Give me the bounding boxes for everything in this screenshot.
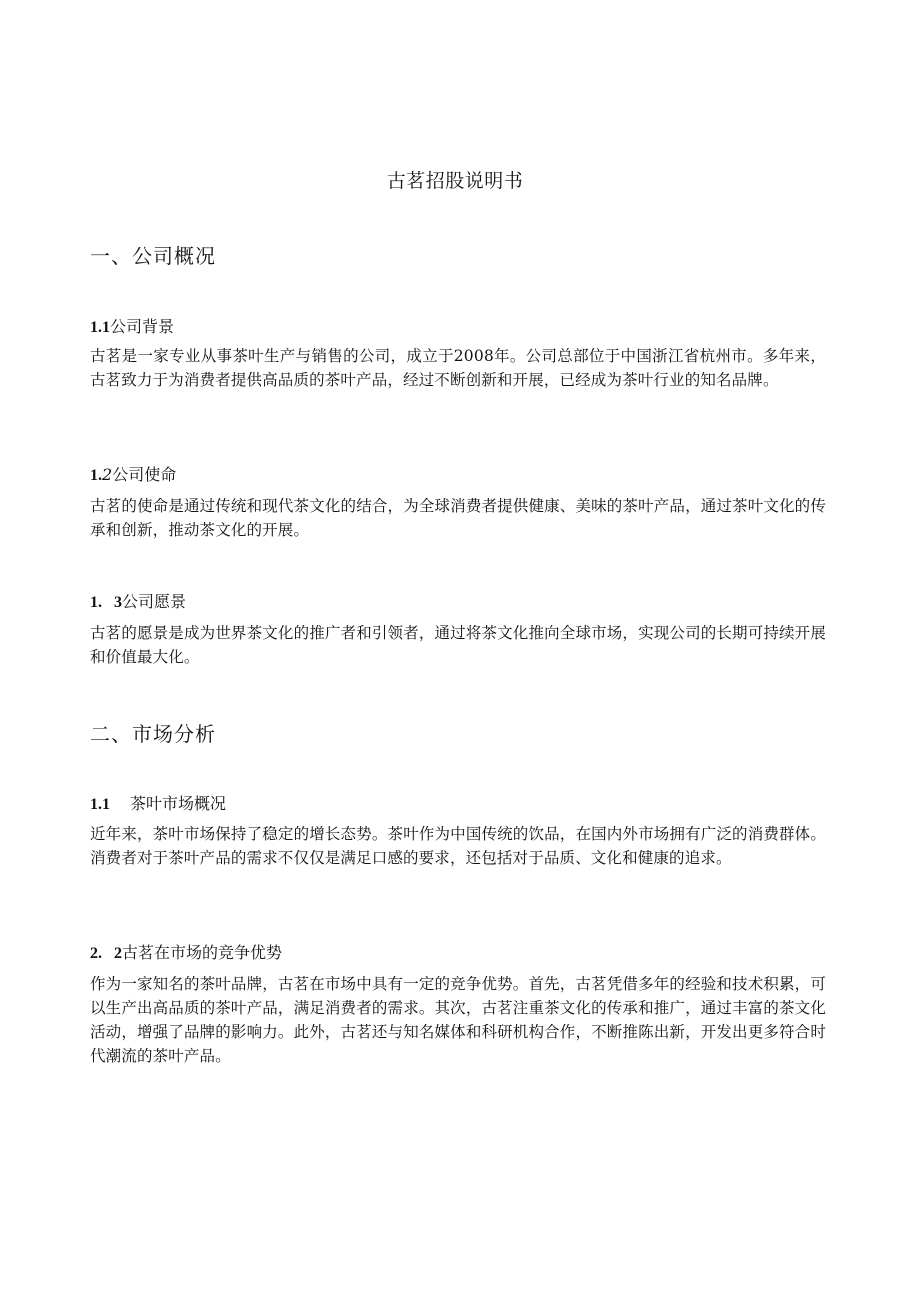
section1-sub1-body: 古茗是一家专业从事茶叶生产与销售的公司，成立于2008年。公司总部位于中国浙江省杭州市。多年来，古茗致力于为消费者提供高品质的茶叶产品，经过不断创新和开展，已经成为茶叶行业的知名品牌。 xyxy=(90,347,826,389)
section1-sub1-title: 公司背景 xyxy=(110,317,175,336)
section2-sub1-heading xyxy=(90,791,226,814)
section2-sub2-body: 作为一家知名的茶叶品牌，古茗在市场中具有一定的竞争优势。首先，古茗凭借多年的经验和技术积累，可以生产出高品质的茶叶产品，满足消费者的需求。其次，古茗注重茶文化的传承和推广，通过丰富的茶文化活动，增强了品牌的影响力。此外，古茗还与知名媒体和科研机构合作，不断推陈出新，开发出更多符合时代潮流的茶叶产品。 xyxy=(90,975,826,1065)
section1-sub1-number: 1.1 xyxy=(90,319,110,336)
section1-sub1-heading xyxy=(90,314,174,337)
section2-heading: 二、市场分析 xyxy=(90,722,216,746)
document-title: 古茗招股说明书 xyxy=(386,170,524,192)
section1-heading: 一、公司概况 xyxy=(90,244,216,268)
section1-sub2-number-prefix: 1. xyxy=(90,467,102,484)
section1-sub3-number-prefix: 1. xyxy=(90,594,102,611)
section2-sub1-body: 近年来，茶叶市场保持了稳定的增长态势。茶叶作为中国传统的饮品，在国内外市场拥有广泛的消费群体。消费者对于茶叶产品的需求不仅仅是满足口感的要求，还包括对于品质、文化和健康的追求。 xyxy=(90,825,826,867)
section2-sub2-number-suffix: 2 xyxy=(114,945,122,962)
section1-sub3-heading xyxy=(90,589,186,612)
section1-sub2-title: 公司使命 xyxy=(112,465,177,484)
section1-sub3-body: 古茗的愿景是成为世界茶文化的推广者和引领者，通过将茶文化推向全球市场，实现公司的长期可持续开展和价值最大化。 xyxy=(90,624,826,666)
section2-sub2-number-prefix: 2. xyxy=(90,945,102,962)
section2-sub1-number: 1.1 xyxy=(90,796,110,813)
section1-sub2-heading xyxy=(90,462,176,485)
section1-sub3-title: 公司愿景 xyxy=(122,592,187,611)
section1-sub2-body: 古茗的使命是通过传统和现代茶文化的结合，为全球消费者提供健康、美味的茶叶产品，通过茶叶文化的传承和创新，推动茶文化的开展。 xyxy=(90,497,826,539)
section1-sub3-number-suffix: 3 xyxy=(114,594,122,611)
section2-sub2-heading xyxy=(90,940,282,963)
section1-sub2-number-suffix: 2 xyxy=(102,465,113,484)
section2-sub1-title: 茶叶市场概况 xyxy=(130,794,227,813)
section2-sub2-title: 古茗在市场的竞争优势 xyxy=(122,943,283,962)
